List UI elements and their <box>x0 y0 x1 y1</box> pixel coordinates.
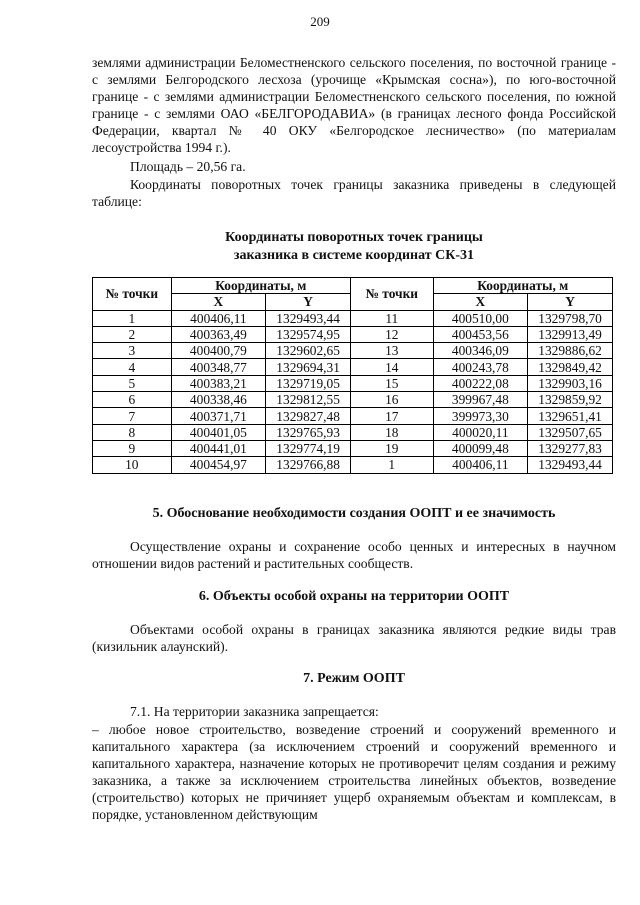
header-coords-right: Координаты, м <box>433 278 612 294</box>
section-5-heading: 5. Обоснование необходимости создания ООПТ и ее значимость <box>152 506 556 521</box>
table-row <box>93 375 613 391</box>
point-number-left: 7 <box>93 408 172 424</box>
table-row <box>93 424 613 440</box>
x-value-left: 400454,97 <box>171 457 266 473</box>
header-y-left: Y <box>266 294 351 310</box>
section-6-heading: 6. Объекты особой охраны на территории ООПТ <box>198 589 510 604</box>
point-number-right: 19 <box>351 440 434 456</box>
point-number-right: 17 <box>351 408 434 424</box>
header-y-right: Y <box>528 294 613 310</box>
y-value-left: 1329602,65 <box>266 343 351 359</box>
y-value-left: 1329493,44 <box>266 310 351 326</box>
point-number-left: 5 <box>93 375 172 391</box>
y-value-right: 1329651,41 <box>528 408 613 424</box>
y-value-left: 1329719,05 <box>266 375 351 391</box>
page-number: 209 <box>310 14 330 29</box>
y-value-right: 1329859,92 <box>528 392 613 408</box>
boundary-paragraph: землями администрации Беломестненского сельского поселения, по восточной границе - с землями Белгородского лесхоза (урочище «Крымская сосна»), по юго-восточной границе - с землями администрации Беломестненского сельского поселения, по южной границе - с землями ОАО «БЕЛГОРОДАВИА» (в границах лесного фонда Российской Федерации, квартал № 40 ОКУ «Белгородское лесничество» (по материалам лесоустройства 1994 г.). <box>92 55 616 155</box>
section-7-heading: 7. Режим ООПТ <box>303 671 405 686</box>
x-value-left: 400371,71 <box>171 408 266 424</box>
y-value-left: 1329694,31 <box>266 359 351 375</box>
y-value-right: 1329903,16 <box>528 375 613 391</box>
x-value-left: 400441,01 <box>171 440 266 456</box>
table-row <box>93 392 613 408</box>
point-number-right: 16 <box>351 392 434 408</box>
point-number-left: 8 <box>93 424 172 440</box>
y-value-left: 1329765,93 <box>266 424 351 440</box>
table-row <box>93 457 613 473</box>
x-value-right: 399973,30 <box>433 408 528 424</box>
y-value-left: 1329827,48 <box>266 408 351 424</box>
y-value-right: 1329493,44 <box>528 457 613 473</box>
header-x-right: X <box>433 294 528 310</box>
header-x-left: X <box>171 294 266 310</box>
point-number-left: 3 <box>93 343 172 359</box>
point-number-left: 9 <box>93 440 172 456</box>
x-value-left: 400363,49 <box>171 326 266 342</box>
x-value-left: 400406,11 <box>171 310 266 326</box>
point-number-left: 6 <box>93 392 172 408</box>
table-row <box>93 359 613 375</box>
prohibition-bullet-1: – любое новое строительство, возведение строений и сооружений временного и капитального характера (за исключением строений и сооружений временного и капитального характера, назначение которых не противоречит целям создания и режиму заказника, а также за исключением строительства линейных объектов, возведение (строительство) которых не причиняет ущерб охраняемым объектам и комплексам, в порядке, установленном действующим <box>92 722 616 822</box>
point-number-right: 1 <box>351 457 434 473</box>
point-number-right: 13 <box>351 343 434 359</box>
point-number-right: 14 <box>351 359 434 375</box>
point-number-right: 12 <box>351 326 434 342</box>
y-value-right: 1329849,42 <box>528 359 613 375</box>
x-value-right: 400510,00 <box>433 310 528 326</box>
x-value-right: 400346,09 <box>433 343 528 359</box>
header-coords-left: Координаты, м <box>171 278 350 294</box>
table-row <box>93 326 613 342</box>
y-value-right: 1329886,62 <box>528 343 613 359</box>
y-value-left: 1329812,55 <box>266 392 351 408</box>
coordinates-table <box>92 277 613 474</box>
table-title-line2: заказника в системе координат СК-31 <box>233 248 475 263</box>
header-point-right: № точки <box>351 278 434 311</box>
x-value-right: 400099,48 <box>433 440 528 456</box>
y-value-right: 1329798,70 <box>528 310 613 326</box>
x-value-left: 400400,79 <box>171 343 266 359</box>
section-5-text: Осуществление охраны и сохранение особо ценных и интересных в научном отношении видов растений и растительных сообществ. <box>92 539 616 571</box>
table-header-row <box>93 278 613 294</box>
table-row <box>93 343 613 359</box>
point-number-right: 11 <box>351 310 434 326</box>
x-value-left: 400401,05 <box>171 424 266 440</box>
point-number-left: 2 <box>93 326 172 342</box>
point-number-right: 15 <box>351 375 434 391</box>
section-6-text: Объектами особой охраны в границах заказника являются редкие виды трав (кизильник алаунский). <box>92 622 616 654</box>
area-line: Площадь – 20,56 га. <box>130 159 246 174</box>
table-intro: Координаты поворотных точек границы заказника приведены в следующей таблице: <box>92 177 616 209</box>
table-row <box>93 310 613 326</box>
x-value-left: 400338,46 <box>171 392 266 408</box>
x-value-right: 399967,48 <box>433 392 528 408</box>
table-row <box>93 440 613 456</box>
x-value-right: 400243,78 <box>433 359 528 375</box>
point-number-left: 4 <box>93 359 172 375</box>
y-value-left: 1329774,19 <box>266 440 351 456</box>
point-number-left: 10 <box>93 457 172 473</box>
item-7-1: 7.1. На территории заказника запрещается: <box>130 704 379 719</box>
x-value-right: 400406,11 <box>433 457 528 473</box>
x-value-left: 400348,77 <box>171 359 266 375</box>
point-number-right: 18 <box>351 424 434 440</box>
y-value-right: 1329913,49 <box>528 326 613 342</box>
x-value-left: 400383,21 <box>171 375 266 391</box>
y-value-right: 1329277,83 <box>528 440 613 456</box>
y-value-right: 1329507,65 <box>528 424 613 440</box>
x-value-right: 400453,56 <box>433 326 528 342</box>
x-value-right: 400020,11 <box>433 424 528 440</box>
y-value-left: 1329574,95 <box>266 326 351 342</box>
point-number-left: 1 <box>93 310 172 326</box>
y-value-left: 1329766,88 <box>266 457 351 473</box>
x-value-right: 400222,08 <box>433 375 528 391</box>
header-point-left: № точки <box>93 278 172 311</box>
table-title-line1: Координаты поворотных точек границы <box>225 230 483 245</box>
table-row <box>93 408 613 424</box>
